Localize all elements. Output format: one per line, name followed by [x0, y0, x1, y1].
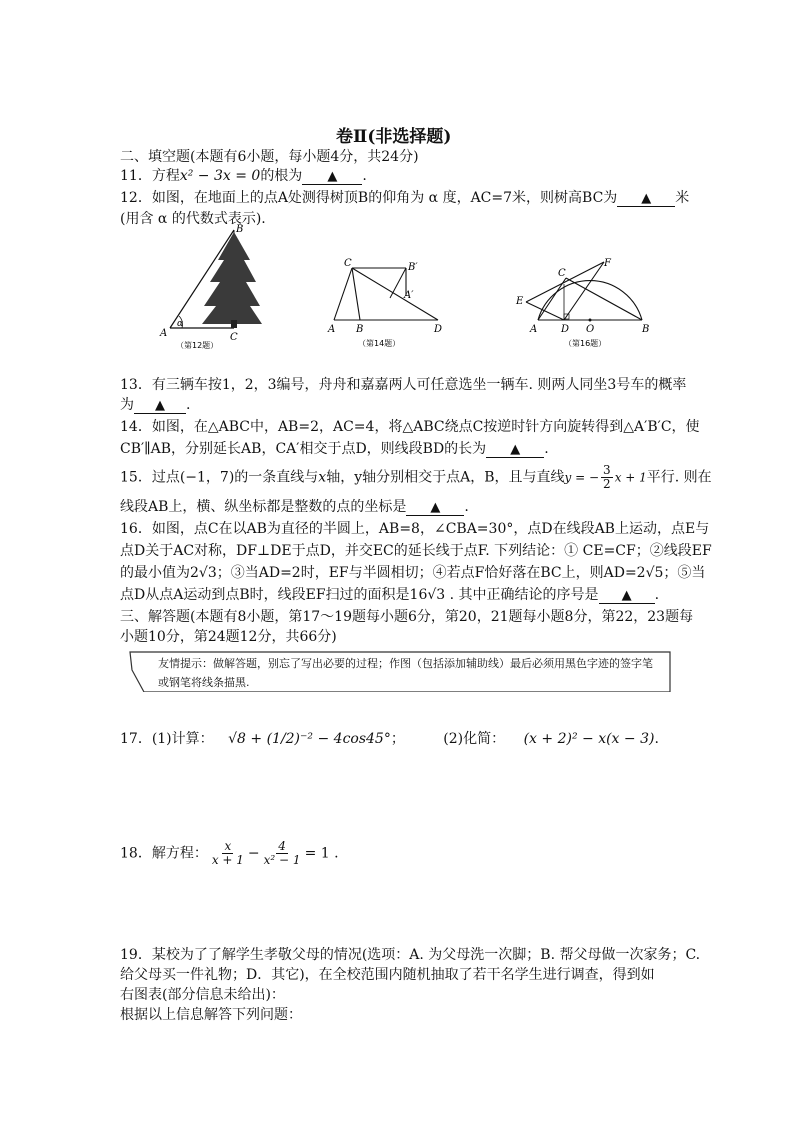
- q15-line1c: 平行. 则在: [646, 469, 712, 486]
- q17-end: .: [654, 731, 659, 747]
- f14-label-c: C: [344, 258, 352, 269]
- f14-label-bprime: B′: [408, 262, 418, 273]
- q13-prefix: 为: [120, 397, 134, 413]
- f14-label-b: B: [356, 324, 364, 335]
- figure-16: [508, 254, 658, 350]
- figure-12: [150, 220, 270, 350]
- q18-prefix: 18．解方程：: [120, 845, 208, 862]
- page-title: 卷Ⅱ(非选择题): [336, 127, 452, 147]
- q12-line2: (用含 α 的代数式表示).: [120, 211, 266, 227]
- answer-blank-16[interactable]: [599, 588, 655, 604]
- question-11: [120, 165, 367, 185]
- q18-f1-den: x + 1: [211, 853, 244, 867]
- q12-line1: 12．如图，在地面上的点A处测得树顶B的仰角为 α 度，AC=7米，则树高BC为: [120, 190, 618, 206]
- q11-end: .: [362, 168, 367, 184]
- section-3-line1: 三、解答题(本题有8小题，第17～19题每小题6分，第20，21题每小题8分，第22，23题每: [120, 609, 694, 625]
- q13-end: .: [186, 397, 191, 413]
- question-16-line4: [120, 584, 659, 604]
- q17-expression-2: (x + 2)² − x(x − 3): [523, 731, 655, 747]
- section-3-line2: 小题10分，第24题12分，共66分): [120, 629, 337, 645]
- q14-line1: 14．如图，在△ABC中，AB=2，AC=4，将△ABC绕点C按逆时针方向旋转得到△A′B′C，使: [120, 419, 700, 435]
- q18-f1-num: x: [224, 839, 232, 853]
- q19-line1: 19．某校为了了解学生孝敬父母的情况(选项：A. 为父母洗一次脚；B. 帮父母做一次家务；C.: [120, 947, 701, 963]
- q16-line2: 点D关于AC对称，DF⊥DE于点D，并交EC的延长线于点F. 下列结论：① CE=CF；②线段EF: [120, 543, 712, 559]
- question-15-line2: [120, 496, 469, 516]
- f16-label-d: D: [561, 324, 570, 335]
- q19-line3: 右图表(部分信息未给出)：: [120, 987, 285, 1003]
- blank-marker-icon: ▲: [641, 191, 652, 206]
- q16-end: .: [654, 587, 660, 603]
- question-14-line2: [120, 438, 549, 458]
- q13-line1: 13．有三辆车按1，2，3编号，舟舟和嘉嘉两人可任意选坐一辆车. 则两人同坐3号车的概率: [120, 377, 687, 393]
- q12-unit: 米: [675, 190, 690, 206]
- q11-equation: x² − 3x = 0: [179, 168, 261, 184]
- f14-caption: （第14题）: [358, 339, 401, 348]
- q15-x: x: [318, 469, 327, 486]
- answer-blank-12[interactable]: [617, 191, 675, 207]
- f16-label-c: C: [558, 268, 566, 279]
- q18-f2-num: 4: [278, 839, 286, 853]
- f16-label-e: E: [516, 296, 524, 307]
- tree-icon: [202, 232, 262, 328]
- question-17: [120, 728, 659, 748]
- q15-eq-post: x + 1: [614, 470, 647, 485]
- q18-fraction-2: [262, 840, 303, 867]
- q18-rhs: = 1 .: [304, 845, 339, 862]
- q15-eq-pre: y = −: [564, 470, 600, 485]
- blank-marker-icon: ▲: [155, 398, 165, 413]
- q14-end: .: [544, 441, 549, 457]
- answer-blank-15[interactable]: [406, 500, 464, 516]
- question-18: [120, 840, 339, 867]
- f16-label-a: A: [530, 324, 538, 335]
- f12-label-b: B: [236, 224, 244, 235]
- q16-line1: 16．如图，点C在以AB为直径的半圆上，AB=8，∠CBA=30°，点D在线段AB上运动，点E与: [120, 521, 710, 537]
- q14-line2: CB′∥AB，分别延长AB，CA′相交于点D，则线段BD的长为: [120, 441, 487, 457]
- q15-fraction: [601, 464, 613, 491]
- q17-prefix: 17．(1)计算：: [120, 731, 214, 747]
- blank-marker-icon: ▲: [621, 588, 632, 603]
- q16-line4: 点D从点A运动到点B时，线段EF扫过的面积是16√3 . 其中正确结论的序号是: [120, 587, 599, 603]
- q19-line4: 根据以上信息解答下列问题：: [120, 1007, 302, 1023]
- q15-line1b: 轴，y轴分别相交于点A，B，且与直线: [326, 469, 565, 486]
- section-2-heading: 二、填空题(本题有6小题，每小题4分，共24分): [120, 149, 419, 165]
- q11-prefix: 11．方程: [120, 168, 180, 184]
- q18-fraction-1: [210, 840, 246, 867]
- q15-end: .: [464, 499, 469, 515]
- question-12: [120, 187, 689, 207]
- f12-label-alpha: α: [177, 319, 184, 329]
- q15-line2: 线段AB上，横、纵坐标都是整数的点的坐标是: [120, 499, 407, 515]
- f14-label-d: D: [434, 324, 443, 335]
- q18-minus: −: [247, 845, 260, 862]
- q18-f2-den: x² − 1: [263, 853, 301, 867]
- answer-blank-14[interactable]: [486, 442, 544, 458]
- answer-blank-13[interactable]: [134, 398, 186, 414]
- q15-frac-num: 3: [603, 463, 611, 477]
- q16-line3: 的最小值为2√3；③当AD=2时，EF与半圆相切；④若点F恰好落在BC上，则AD=2√5；⑤当: [120, 565, 706, 581]
- f12-label-c: C: [230, 332, 238, 343]
- blank-marker-icon: ▲: [510, 442, 521, 457]
- q15-line1a: 15．过点(−1，7)的一条直线与: [120, 469, 319, 486]
- q15-frac-den: 2: [603, 477, 611, 491]
- q19-line2: 给父母买一件礼物；D．其它)，在全校范围内随机抽取了若干名学生进行调查，得到如: [120, 967, 655, 983]
- f12-label-a: A: [160, 328, 168, 339]
- question-13-line2: [120, 394, 190, 414]
- f16-label-o: O: [586, 324, 595, 335]
- f16-label-f: F: [604, 258, 611, 269]
- q11-suffix: 的根为: [260, 168, 303, 184]
- q17-sep: ；: [390, 731, 405, 747]
- q17-part2: (2)化简：: [443, 731, 506, 747]
- f14-label-a: A: [328, 324, 336, 335]
- f16-caption: （第16题）: [564, 339, 607, 348]
- f12-caption: （第12题）: [176, 341, 219, 350]
- f16-label-b: B: [642, 324, 650, 335]
- answer-blank-11[interactable]: [302, 169, 362, 185]
- f14-label-aprime: A′: [404, 290, 414, 301]
- blank-marker-icon: ▲: [430, 500, 441, 515]
- question-15-line1: [120, 464, 712, 491]
- blank-marker-icon: ▲: [327, 169, 338, 184]
- figure-14: [320, 254, 450, 350]
- q17-expression-1: √8 + (1/2)⁻² − 4cos45°: [228, 731, 391, 747]
- hint-text: 友情提示：做解答题，别忘了写出必要的过程；作图（包括添加辅助线）最后必须用黑色字迹的签字笔或钢笔将线条描黑.: [158, 657, 653, 689]
